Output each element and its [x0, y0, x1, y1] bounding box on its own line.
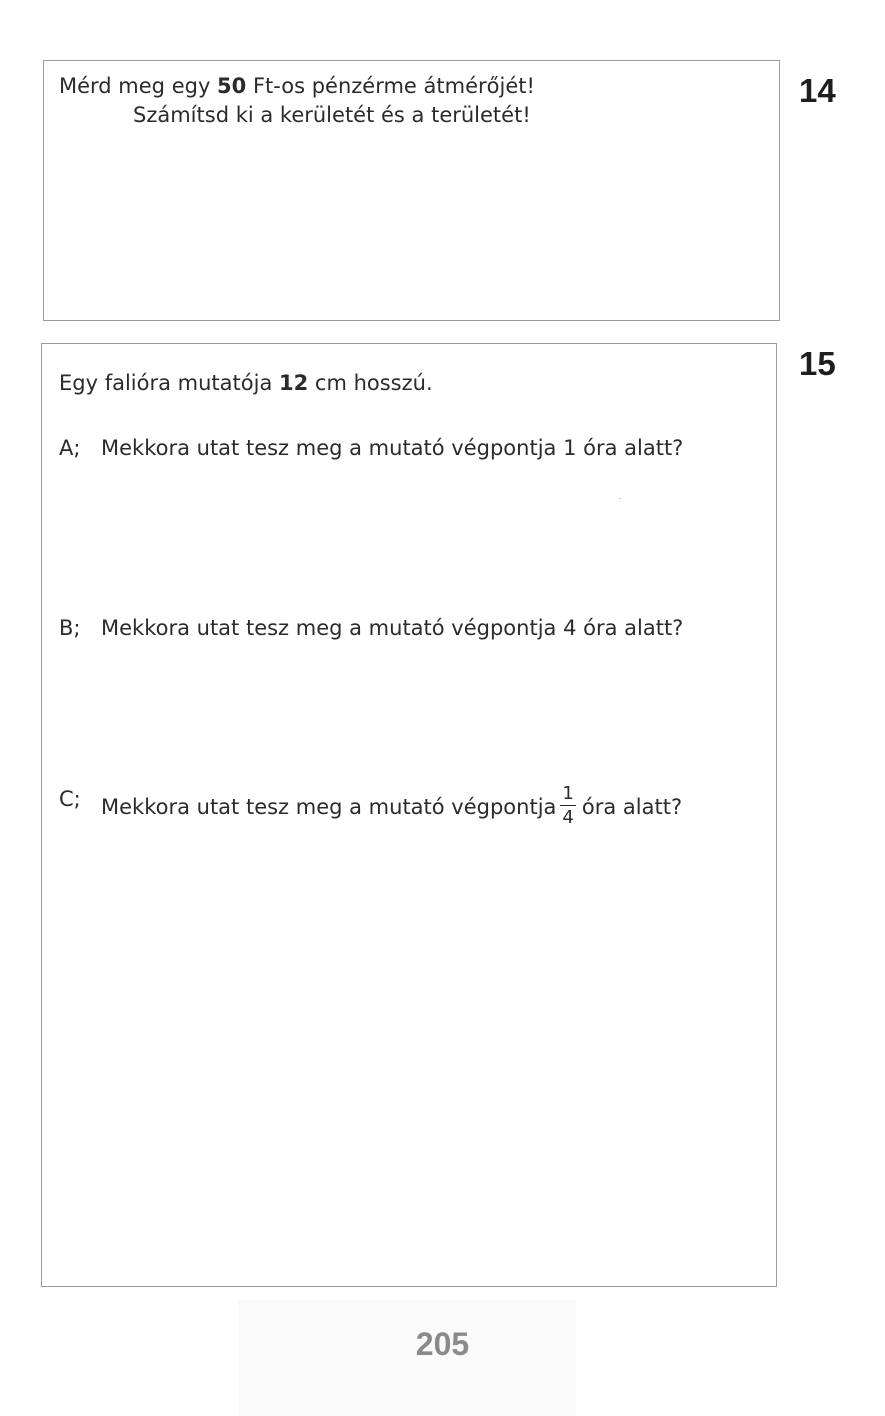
scan-speck: [619, 498, 621, 499]
question-b-letter: B;: [59, 616, 81, 640]
task-14-instruction: Számítsd ki a kerületét és a területét!: [133, 103, 531, 127]
question-c-letter: C;: [59, 787, 81, 811]
question-c-text-end: óra alatt?: [581, 795, 683, 819]
page-number: 205: [415, 1326, 470, 1362]
fraction-denominator: 4: [562, 807, 574, 828]
task-number-15: 15: [799, 345, 836, 382]
task-15-title-text: Egy falióra mutatója: [59, 371, 279, 395]
question-a-text: Mekkora utat tesz meg a mutató végpontja 1 óra alatt?: [101, 436, 684, 460]
task-15-title-value: 12: [279, 371, 309, 395]
question-c-text-start: Mekkora utat tesz meg a mutató végpontja: [101, 795, 557, 819]
question-b-text: Mekkora utat tesz meg a mutató végpontja 4 óra alatt?: [101, 616, 684, 640]
task-14-title-text-end: Ft-os pénzérme átmérőjét!: [246, 74, 535, 98]
question-c-text: [101, 783, 683, 829]
task-14-box: [43, 60, 780, 321]
task-15-title: [59, 371, 433, 395]
task-14-title-value: 50: [217, 74, 247, 98]
task-14-title-text: Mérd meg egy: [59, 74, 218, 98]
fraction-numerator: 1: [562, 783, 574, 804]
task-15-title-text-end: cm hosszú.: [308, 371, 433, 395]
fraction-one-quarter: [560, 785, 575, 827]
task-number-14: 14: [799, 72, 836, 109]
question-a-letter: A;: [59, 436, 81, 460]
task-14-title: [59, 74, 535, 98]
